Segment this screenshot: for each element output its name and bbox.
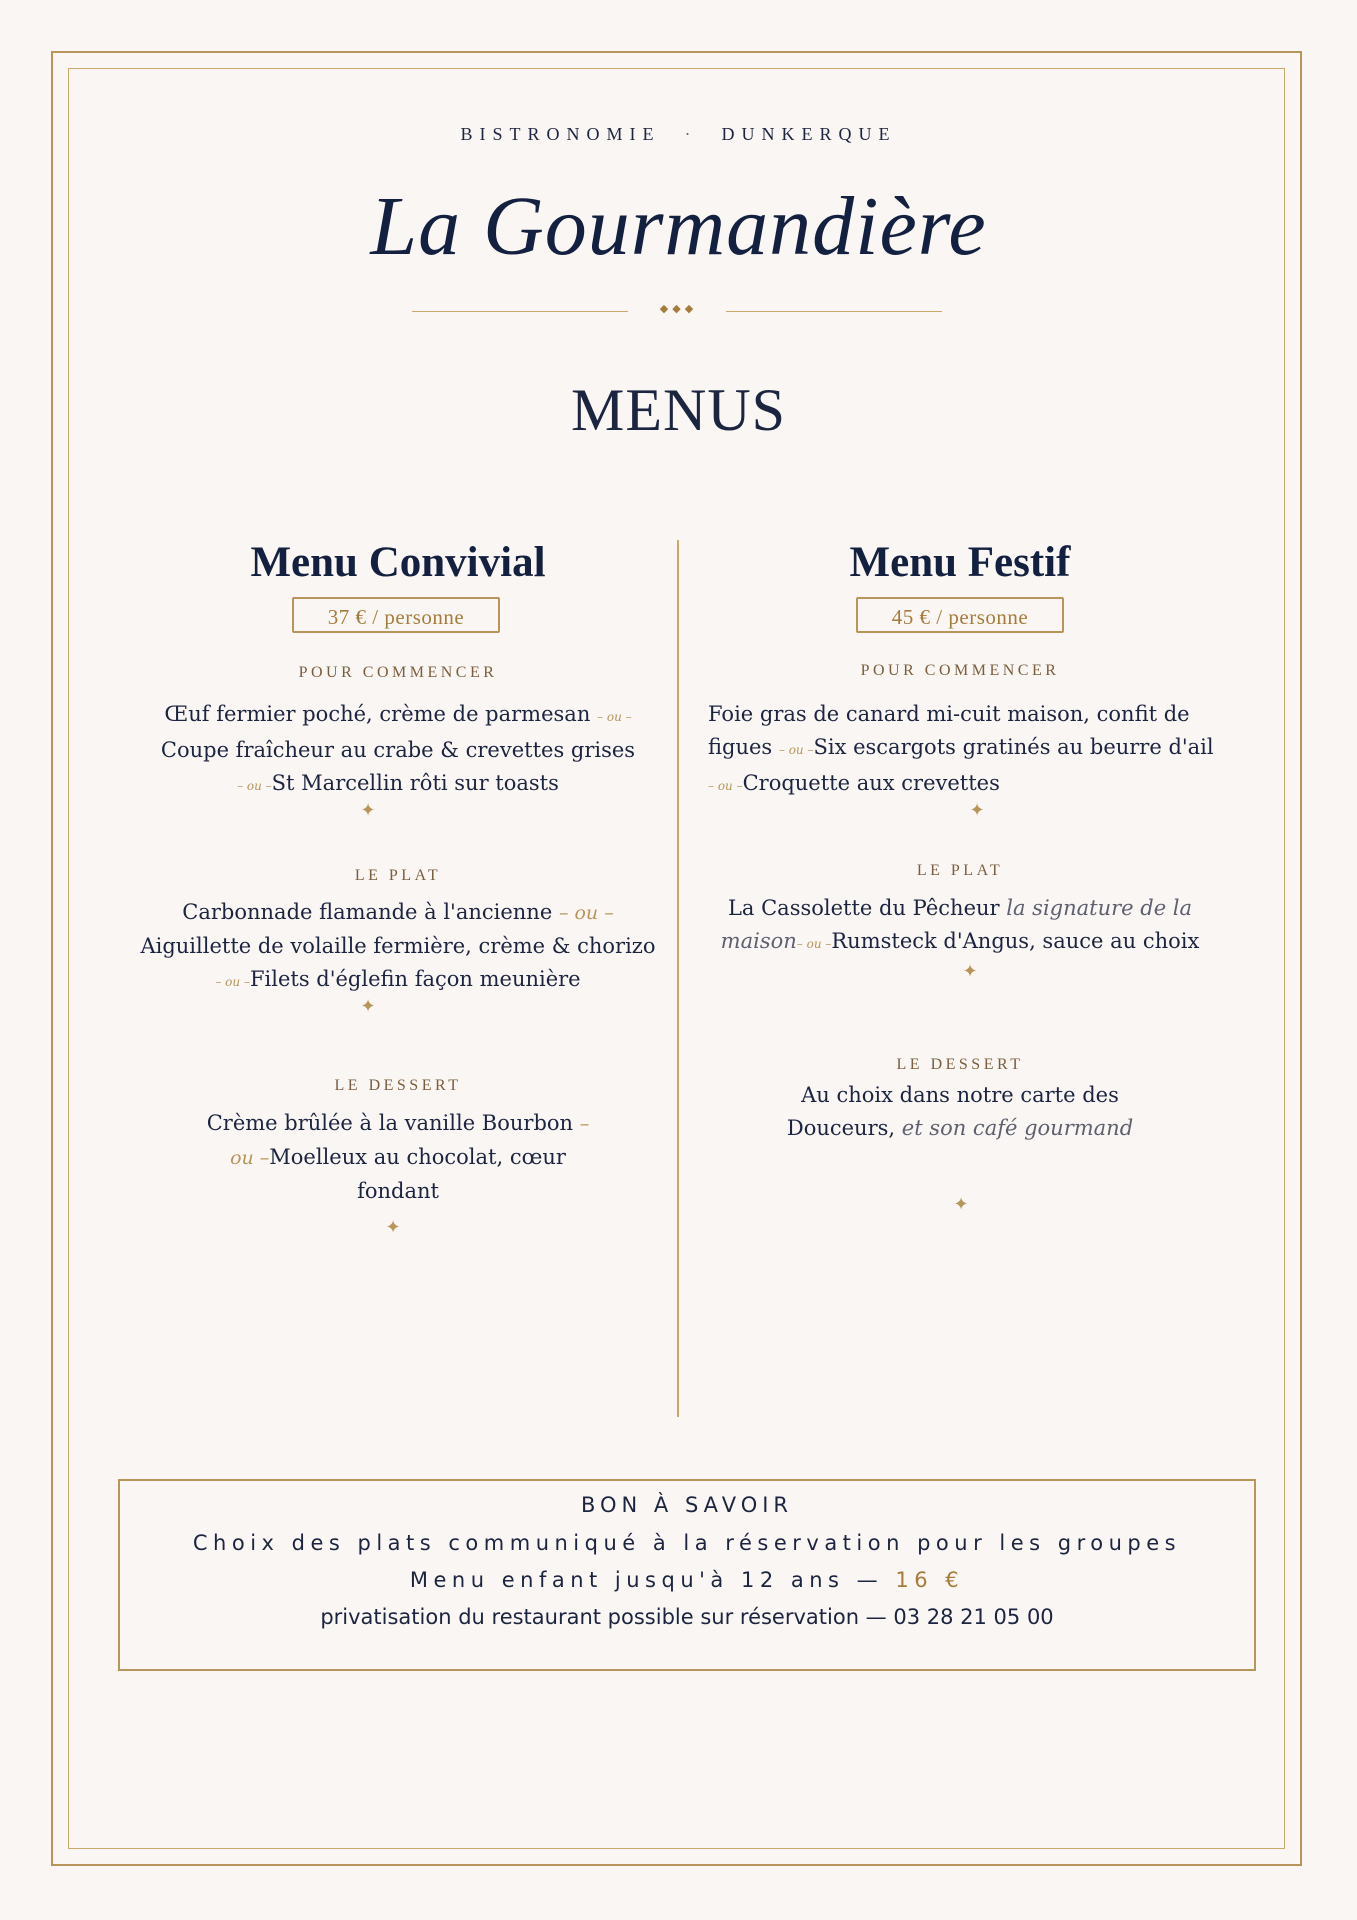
dish: Rumsteck d'Angus, sauce au choix xyxy=(831,929,1200,953)
section-label-dessert: LE DESSERT xyxy=(896,1056,1024,1073)
dessert-dishes xyxy=(760,1079,1160,1145)
dish: Œuf fermier poché, crème de parmesan xyxy=(164,702,591,726)
header-ornament: ◆◆◆ xyxy=(659,302,698,315)
info-privatisation: privatisation du restaurant possible sur réservation — 03 28 21 05 00 xyxy=(320,1605,1054,1629)
dish-note: la signature de la maison xyxy=(720,896,1193,953)
or-separator: – ou – xyxy=(708,779,743,793)
page-heading: MENUS xyxy=(570,377,787,443)
or-separator: – ou – xyxy=(558,902,614,924)
restaurant-name: La Gourmandière xyxy=(370,180,987,273)
dish: La Cassolette du Pêcheur xyxy=(727,896,1000,920)
menu-price: 37 € / personne xyxy=(292,597,500,633)
dish: Filets d'églefin façon meunière xyxy=(249,967,581,991)
menu-title: Menu Festif xyxy=(849,539,1071,586)
info-kids-menu xyxy=(120,1568,1254,1592)
tagline-left: BISTRONOMIE xyxy=(460,124,661,144)
dish: Aiguillette de volaille fermière, crème & chorizo xyxy=(140,934,656,958)
dish: St Marcellin rôti sur toasts xyxy=(271,771,559,795)
or-separator: – ou – xyxy=(230,1113,590,1169)
tagline-separator: · xyxy=(684,124,698,144)
menu-festif xyxy=(700,0,1220,1300)
section-label-starter: POUR COMMENCER xyxy=(298,664,498,681)
menu-convivial xyxy=(110,0,686,1300)
dish: Six escargots gratinés au beurre d'ail xyxy=(813,735,1214,759)
or-separator: – ou – xyxy=(778,743,814,757)
dish: Carbonnade flamande à l'ancienne xyxy=(182,900,553,924)
main-dishes xyxy=(700,892,1220,961)
or-separator: – ou – xyxy=(597,710,632,724)
dish-note: et son café gourmand xyxy=(901,1116,1134,1140)
star-ornament: ✦ xyxy=(953,1194,969,1215)
or-separator: – ou – xyxy=(237,779,272,793)
dish: Coupe fraîcheur au crabe & crevettes grises xyxy=(160,738,636,762)
star-ornament: ✦ xyxy=(969,800,985,821)
dessert-dishes xyxy=(205,1107,591,1208)
starter-dishes xyxy=(110,698,686,803)
section-label-dessert: LE DESSERT xyxy=(334,1077,462,1094)
star-ornament: ✦ xyxy=(360,996,376,1017)
dish: Crème brûlée à la vanille Bourbon xyxy=(206,1111,574,1135)
kids-menu-label: Menu enfant jusqu'à 12 ans — xyxy=(409,1568,884,1592)
dish: Croquette aux crevettes xyxy=(742,771,1000,795)
section-label-starter: POUR COMMENCER xyxy=(860,662,1060,679)
menu-title: Menu Convivial xyxy=(250,539,546,586)
main-dishes xyxy=(110,896,686,999)
info-box xyxy=(118,1479,1256,1671)
tagline-right: DUNKERQUE xyxy=(721,124,897,144)
starter-dishes xyxy=(708,698,1228,803)
info-groups: Choix des plats communiqué à la réservation pour les groupes xyxy=(192,1531,1182,1555)
section-label-main: LE PLAT xyxy=(916,862,1004,879)
or-separator: – ou – xyxy=(796,937,832,951)
info-title: BON À SAVOIR xyxy=(580,1493,794,1517)
kids-menu-price: 16 € xyxy=(895,1568,965,1592)
dish: Foie gras de canard mi-cuit maison, confit de figues xyxy=(708,702,1190,759)
star-ornament: ✦ xyxy=(385,1217,401,1238)
dish: Moelleux au chocolat, cœur fondant xyxy=(269,1145,566,1203)
dish: Au choix dans notre carte des Douceurs, xyxy=(786,1083,1119,1140)
star-ornament: ✦ xyxy=(962,961,978,982)
or-separator: – ou – xyxy=(215,975,250,989)
section-label-main: LE PLAT xyxy=(354,867,442,884)
star-ornament: ✦ xyxy=(360,800,376,821)
menu-price: 45 € / personne xyxy=(856,597,1064,633)
